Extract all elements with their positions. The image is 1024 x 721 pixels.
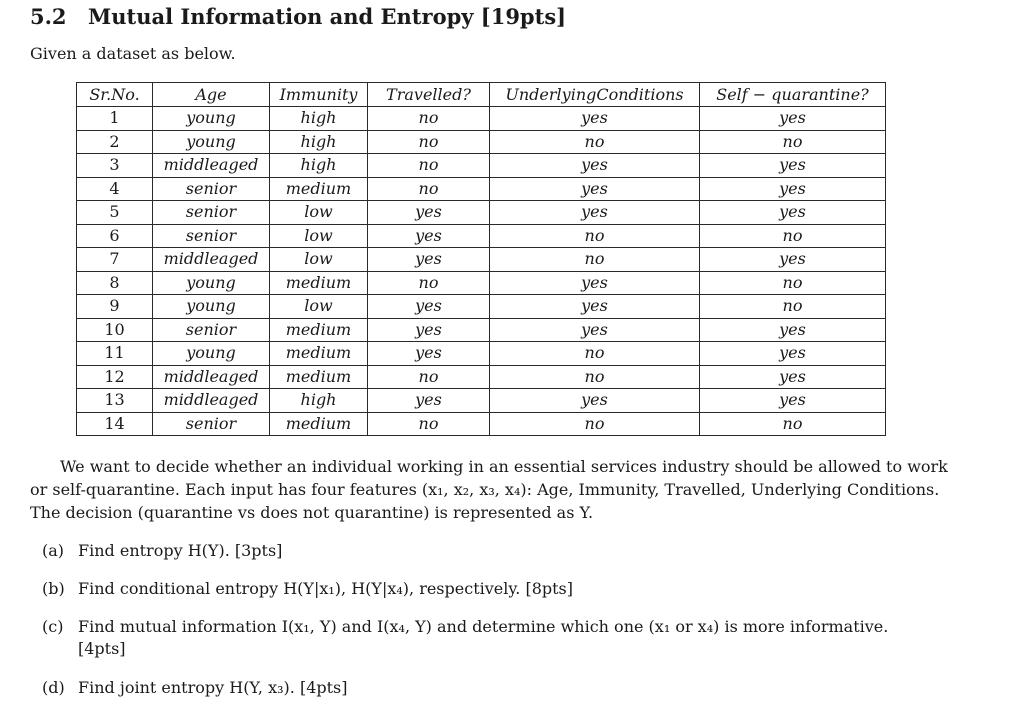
cell-srno: 9 (77, 295, 153, 319)
cell-self-quarantine: yes (700, 177, 886, 201)
dataset-table (76, 82, 886, 436)
cell-age: young (153, 107, 270, 131)
cell-underlying-conditions: yes (490, 201, 700, 225)
question-b (42, 578, 962, 600)
intro-text: Given a dataset as below. (30, 44, 236, 63)
cell-immunity: low (270, 295, 368, 319)
cell-travelled: yes (368, 318, 490, 342)
cell-srno: 6 (77, 224, 153, 248)
table-row (77, 201, 886, 225)
question-label: (b) (42, 579, 65, 598)
cell-underlying-conditions: no (490, 412, 700, 436)
cell-travelled: no (368, 365, 490, 389)
cell-immunity: high (270, 107, 368, 131)
question-a (42, 540, 962, 562)
cell-age: senior (153, 201, 270, 225)
table-row (77, 107, 886, 131)
header-immunity: Immunity (270, 83, 368, 107)
header-srno: Sr.No. (77, 83, 153, 107)
table-row (77, 295, 886, 319)
cell-immunity: medium (270, 342, 368, 366)
cell-underlying-conditions: yes (490, 154, 700, 178)
cell-travelled: yes (368, 389, 490, 413)
table-row (77, 154, 886, 178)
cell-srno: 1 (77, 107, 153, 131)
cell-travelled: yes (368, 201, 490, 225)
cell-underlying-conditions: no (490, 130, 700, 154)
cell-age: young (153, 295, 270, 319)
cell-underlying-conditions: yes (490, 107, 700, 131)
cell-srno: 8 (77, 271, 153, 295)
cell-immunity: medium (270, 271, 368, 295)
cell-travelled: no (368, 107, 490, 131)
cell-srno: 14 (77, 412, 153, 436)
cell-srno: 13 (77, 389, 153, 413)
cell-immunity: high (270, 389, 368, 413)
cell-underlying-conditions: yes (490, 389, 700, 413)
cell-self-quarantine: no (700, 295, 886, 319)
cell-self-quarantine: yes (700, 365, 886, 389)
table-row (77, 248, 886, 272)
cell-travelled: yes (368, 342, 490, 366)
cell-travelled: no (368, 271, 490, 295)
table-row (77, 318, 886, 342)
cell-age: senior (153, 412, 270, 436)
table-row (77, 224, 886, 248)
question-label: (d) (42, 678, 65, 697)
header-underlying-conditions: UnderlyingConditions (490, 83, 700, 107)
header-self-quarantine: Self − quarantine? (700, 83, 886, 107)
cell-immunity: medium (270, 365, 368, 389)
cell-self-quarantine: yes (700, 154, 886, 178)
table-row (77, 389, 886, 413)
table-row (77, 130, 886, 154)
cell-self-quarantine: no (700, 224, 886, 248)
problem-description (30, 455, 960, 524)
table-row (77, 365, 886, 389)
cell-age: senior (153, 177, 270, 201)
question-label: (c) (42, 617, 64, 636)
question-points: [4pts] (78, 639, 126, 658)
cell-srno: 11 (77, 342, 153, 366)
cell-immunity: medium (270, 177, 368, 201)
cell-srno: 4 (77, 177, 153, 201)
question-text: Find joint entropy H(Y, x₃). [4pts] (78, 678, 348, 697)
table-row (77, 177, 886, 201)
cell-underlying-conditions: yes (490, 318, 700, 342)
cell-immunity: low (270, 224, 368, 248)
cell-srno: 7 (77, 248, 153, 272)
table-row (77, 342, 886, 366)
section-heading (30, 4, 566, 29)
cell-travelled: yes (368, 224, 490, 248)
question-label: (a) (42, 541, 65, 560)
question-text: Find conditional entropy H(Y|x₁), H(Y|x₄), respectively. [8pts] (78, 579, 573, 598)
question-text: Find mutual information I(x₁, Y) and I(x₄, Y) and determine which one (x₁ or x₄) is more informative. (78, 617, 889, 636)
cell-travelled: no (368, 154, 490, 178)
cell-immunity: medium (270, 318, 368, 342)
table-row (77, 271, 886, 295)
cell-self-quarantine: no (700, 130, 886, 154)
cell-age: young (153, 342, 270, 366)
question-d (42, 677, 962, 699)
cell-immunity: high (270, 130, 368, 154)
cell-underlying-conditions: yes (490, 295, 700, 319)
cell-self-quarantine: yes (700, 389, 886, 413)
cell-travelled: no (368, 412, 490, 436)
question-c (42, 616, 962, 660)
cell-age: middleaged (153, 389, 270, 413)
cell-age: young (153, 271, 270, 295)
cell-underlying-conditions: no (490, 342, 700, 366)
cell-travelled: yes (368, 295, 490, 319)
cell-travelled: no (368, 177, 490, 201)
cell-srno: 5 (77, 201, 153, 225)
cell-srno: 2 (77, 130, 153, 154)
cell-underlying-conditions: yes (490, 177, 700, 201)
cell-travelled: no (368, 130, 490, 154)
header-age: Age (153, 83, 270, 107)
table-body (77, 107, 886, 436)
cell-immunity: low (270, 201, 368, 225)
problem-text: We want to decide whether an individual working in an essential services industry should be allowed to work or self-quarantine. Each input has four features (x₁, x₂, x₃, x₄): Age, Immunity, Travelled, Underlying Conditions. The decision (quarantine vs does not quarantine) is represented as Y. (30, 457, 948, 522)
cell-srno: 3 (77, 154, 153, 178)
cell-self-quarantine: no (700, 271, 886, 295)
cell-age: young (153, 130, 270, 154)
cell-immunity: medium (270, 412, 368, 436)
cell-self-quarantine: no (700, 412, 886, 436)
cell-immunity: low (270, 248, 368, 272)
cell-age: middleaged (153, 154, 270, 178)
section-number: 5.2 (30, 4, 67, 29)
cell-underlying-conditions: no (490, 224, 700, 248)
question-text: Find entropy H(Y). [3pts] (78, 541, 283, 560)
cell-srno: 10 (77, 318, 153, 342)
table-header-row (77, 83, 886, 107)
cell-self-quarantine: yes (700, 107, 886, 131)
header-travelled: Travelled? (368, 83, 490, 107)
cell-age: middleaged (153, 248, 270, 272)
cell-srno: 12 (77, 365, 153, 389)
cell-underlying-conditions: yes (490, 271, 700, 295)
cell-underlying-conditions: no (490, 248, 700, 272)
cell-age: senior (153, 318, 270, 342)
cell-underlying-conditions: no (490, 365, 700, 389)
table-row (77, 412, 886, 436)
cell-self-quarantine: yes (700, 342, 886, 366)
cell-immunity: high (270, 154, 368, 178)
cell-self-quarantine: yes (700, 248, 886, 272)
cell-self-quarantine: yes (700, 318, 886, 342)
cell-travelled: yes (368, 248, 490, 272)
cell-age: senior (153, 224, 270, 248)
cell-age: middleaged (153, 365, 270, 389)
cell-self-quarantine: yes (700, 201, 886, 225)
section-title: Mutual Information and Entropy [19pts] (88, 4, 567, 29)
